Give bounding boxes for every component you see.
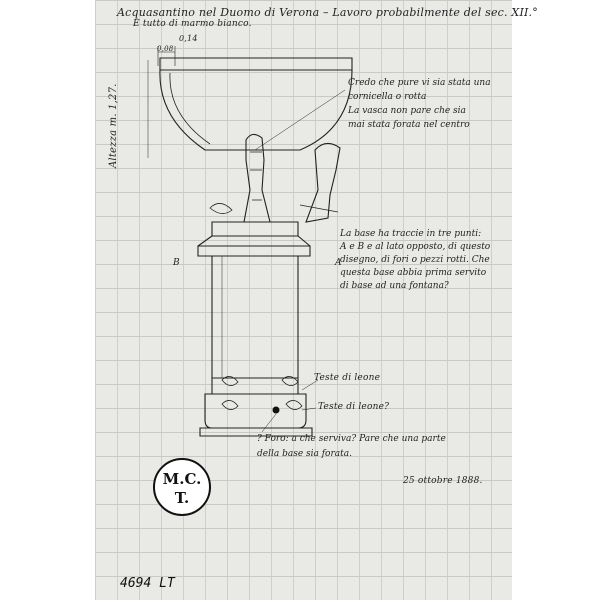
drawing-date: 25 ottobre 1888.: [403, 476, 483, 486]
rim-note-line: cornicella o rotta: [348, 92, 427, 102]
base-note-line: A e B e al lato opposto, di questo: [340, 242, 491, 252]
stamp-line-2: T.: [174, 489, 190, 507]
drawing-subtitle: E tutto di marmo bianco.: [133, 19, 252, 29]
basin-bowl: [160, 70, 352, 150]
drawing-title: Acquasantino nel Duomo di Verona – Lavoro probabilmente del sec. XII.°: [117, 6, 538, 19]
hole-note: [257, 432, 446, 462]
caryatid-figure: [244, 134, 270, 222]
base-plinth: [205, 394, 306, 428]
rim-note-line: mai stata forata nel centro: [348, 120, 470, 130]
hole-note-line: ? Foro: a che serviva? Pare che una parte: [257, 434, 446, 444]
museum-stamp: [153, 458, 211, 516]
lions-label-2: Teste di leone?: [318, 402, 390, 412]
base-note-line: La base ha traccie in tre punti:: [340, 229, 482, 239]
base-note-line: disegno, di fori o pezzi rotti. Che: [340, 255, 490, 265]
base-note-line: di base ad una fontana?: [340, 281, 449, 291]
base-note: [340, 228, 510, 293]
rim-note-line: La vasca non pare che sia: [348, 106, 466, 116]
hole-note-line: della base sia forata.: [257, 449, 352, 459]
label-b: B: [173, 258, 180, 268]
height-label: Altezza m. 1,27.: [108, 83, 119, 168]
hole-mark: [273, 407, 280, 414]
base-capital: [212, 222, 298, 236]
rim-note: [348, 76, 513, 132]
base-note-line: questa base abbia prima servito: [340, 268, 487, 278]
caryatid-figure-right: [306, 143, 340, 222]
label-a: A: [335, 258, 342, 268]
lions-label-1: Teste di leone: [314, 373, 381, 383]
basin-rim: [160, 58, 352, 70]
dimension-small: 0,08: [157, 45, 174, 53]
catalog-number: 4694 LT: [120, 576, 175, 591]
stamp-line-1: M.C.: [162, 470, 202, 488]
dimension-top: 0,14: [179, 34, 198, 43]
rim-note-line: Credo che pure vi sia stata una: [348, 78, 491, 88]
base-shaft: [212, 256, 298, 378]
